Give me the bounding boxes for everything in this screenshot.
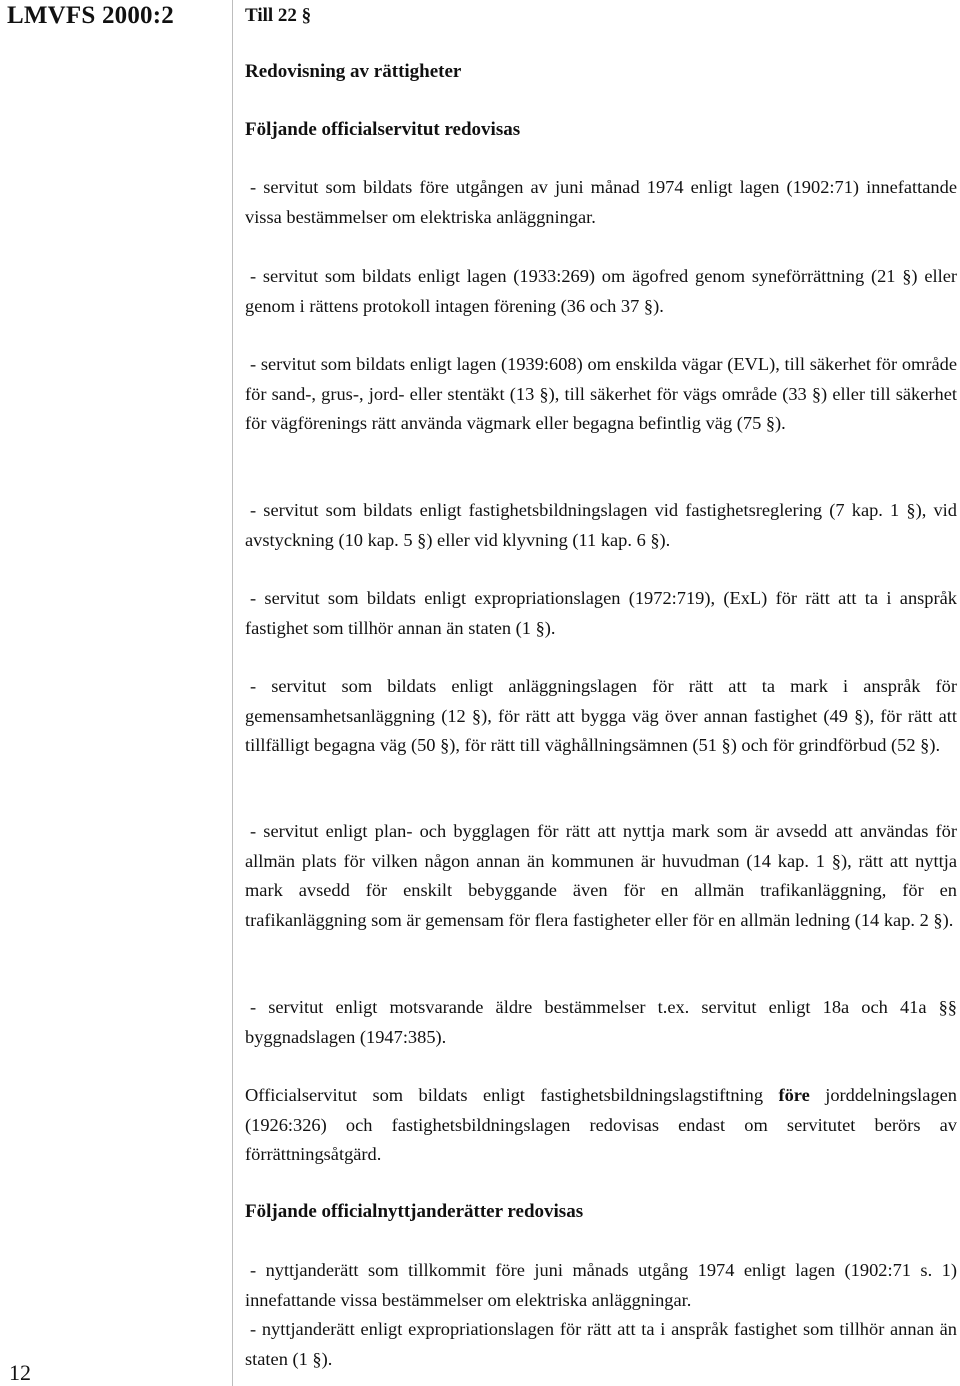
list-item-text: - servitut som bildats enligt anläggningslagen för rätt att ta mark i anspråk för gemensamhetsanläggning (12 §), för rätt att bygga väg över annan fastighet (49 §), för rätt att tillfälligt begagna väg (50 §), för rätt till väghållningsämnen (51 §) och för grindförbud (52 §). (245, 676, 957, 755)
list-item (245, 1315, 957, 1374)
list-item (245, 672, 957, 761)
list-item (245, 262, 957, 321)
section-heading-nyttjanderatter: Följande officialnyttjanderätter redovisas (245, 1201, 584, 1222)
list-item (245, 173, 957, 232)
list-item-text: - servitut enligt plan- och bygglagen för rätt att nyttja mark som är avsedd att användas för allmän plats för vilken någon annan än kommunen är huvudman (14 kap. 1 §), rätt att nyttja mark avsedd för enskilt bebyggande även för en allmän trafikanläggning, för en trafikanläggning som är gemensam för flera fastigheter eller för en allmän ledning (14 kap. 2 §). (245, 821, 957, 930)
emphasis-fore: före (778, 1085, 810, 1105)
list-item-text: - servitut enligt motsvarande äldre bestämmelser t.ex. servitut enligt 18a och 41a §§ byggnadslagen (1947:385). (245, 997, 957, 1047)
section-reference: Till 22 § (245, 5, 312, 26)
document-identifier: LMVFS 2000:2 (7, 2, 174, 29)
list-item-text: - servitut som bildats före utgången av juni månad 1974 enligt lagen (1902:71) innefattande vissa bestämmelser om elektriska anläggningar. (245, 177, 957, 227)
list-item (245, 350, 957, 439)
list-item-text: - nyttjanderätt som tillkommit före juni månads utgång 1974 enligt lagen (1902:71 s. 1) innefattande vissa bestämmelser om elektriska anläggningar. (245, 1260, 957, 1310)
list-item-text: - servitut som bildats enligt lagen (1939:608) om enskilda vägar (EVL), till säkerhet för område för sand-, grus-, jord- eller stentäkt (13 §), till säkerhet för vägs område (33 §) eller till säkerhet för vägförenings rätt använda vägmark eller begagna befintlig väg (75 §). (245, 354, 957, 433)
list-item-text: - servitut som bildats enligt expropriationslagen (1972:719), (ExL) för rätt att ta i anspråk fastighet som tillhör annan än staten (1 §). (245, 588, 957, 638)
list-item (245, 496, 957, 555)
list-item-text: - nyttjanderätt enligt expropriationslagen för rätt att ta i anspråk fastighet som tillhör annan än staten (1 §). (245, 1319, 957, 1369)
page-number: 12 (9, 1360, 31, 1385)
list-item (245, 1256, 957, 1315)
list-item-text: - servitut som bildats enligt fastighetsbildningslagen vid fastighetsreglering (7 kap. 1 §), vid avstyckning (10 kap. 5 §) eller vid klyvning (11 kap. 6 §). (245, 500, 957, 550)
section-heading-servitut: Följande officialservitut redovisas (245, 119, 521, 140)
list-item (245, 817, 957, 935)
list-item (245, 584, 957, 643)
list-item (245, 993, 957, 1052)
page-title: Redovisning av rättigheter (245, 61, 462, 82)
note-paragraph: Officialservitut som bildats enligt fastighetsbildningslagstiftning före jorddelningslagen (1926:326) och fastighetsbildningslagen redovisas endast om servitutet berörs av förrättningsåtgärd. (245, 1085, 958, 1164)
left-margin-column (0, 0, 233, 1386)
list-item-text: - servitut som bildats enligt lagen (1933:269) om ägofred genom syneförrättning (21 §) eller genom i rättens protokoll intagen förening (36 och 37 §). (245, 266, 957, 316)
